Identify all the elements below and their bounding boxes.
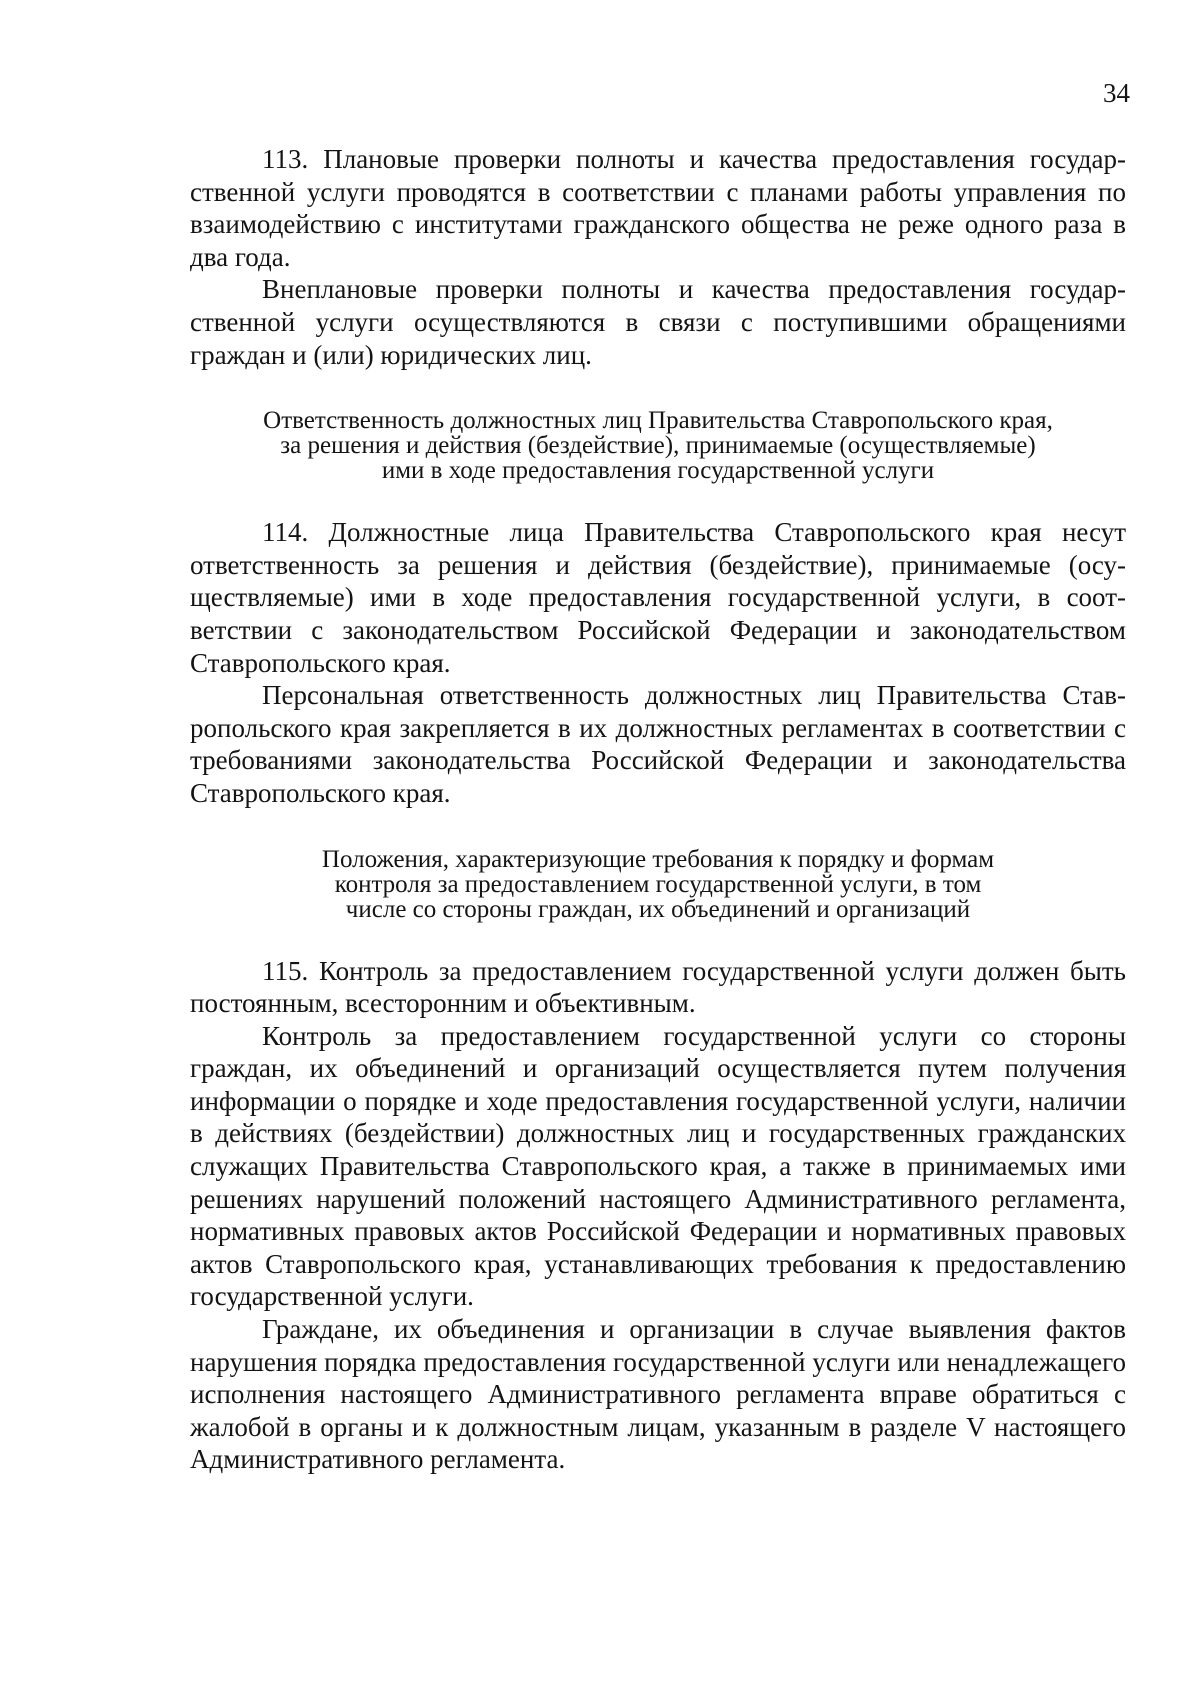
heading-line: ими в ходе предоставления государственной услуги (381, 457, 935, 485)
paragraph-115-citizen-control: Контроль за предоставлением государственной услуги со стороны граждан, их объединений и организаций осуществляется путем получения информации о порядке и ходе предоставления государственной услуги, наличии в действиях (бездействии) должностных лиц и государственных гражданских служащих Правительства Ставропольского края, а также в принимаемых ими решениях нарушений положений настоящего Административного регламента, нормативных правовых актов Российской Федерации и нормативных правовых актов Ставропольского края, устанавливающих требования к предоставлению государственной услуги. (190, 1020, 1126, 1312)
paragraph-114-personal-responsibility: Персональная ответственность должностных лиц Правительства Ставропольского края закрепляется в их должностных регламентах в соответствии с требованиями законодательства Российской Федерации и законодательства Ставропольского края. (190, 680, 1126, 808)
paragraph-115-complaints: Граждане, их объединения и организации в случае выявления фактов нарушения порядка предоставления государственной услуги или ненадлежащего исполнения настоящего Административного регламента вправе обратиться с жалобой в органы и к должностным лицам, указанным в разделе V настоящего Административного регламента. (190, 1314, 1126, 1475)
paragraph-113-unplanned-inspections: Внеплановые проверки полноты и качества предоставления государственной услуги осуществляются в связи с поступившими обращениями граждан и (или) юридических лиц. (190, 274, 1126, 370)
paragraph-114-officials-responsibility: 114. Должностные лица Правительства Ставропольского края несут ответственность за решения и действия (бездействие), принимаемые (осуществляемые) ими в ходе предоставления государственной услуги, в соответствии с законодательством Российской Федерации и законодательством Ставропольского края. (190, 517, 1126, 678)
paragraph-113-planned-inspections: 113. Плановые проверки полноты и качества предоставления государственной услуги проводятся в соответствии с планами работы управления по взаимодействию с институтами гражданского общества не реже одного раза в два года. (190, 144, 1126, 272)
section-heading-control (190, 847, 1126, 922)
page-number: 34 (1103, 78, 1130, 108)
heading-line: числе со стороны граждан, их объединений и организаций (345, 895, 971, 923)
document-body (190, 143, 1126, 1476)
section-heading-responsibility (190, 408, 1126, 483)
heading-line: Ответственность должностных лиц Правительства Ставропольского края, (263, 407, 1053, 435)
heading-line: контроля за предоставлением государственной услуги, в том (334, 870, 982, 898)
heading-line: Положения, характеризующие требования к порядку и формам (321, 845, 995, 873)
heading-line: за решения и действия (бездействие), принимаемые (осуществляемые) (280, 432, 1036, 460)
paragraph-115-control-nature: 115. Контроль за предоставлением государственной услуги должен быть постоянным, всесторонним и объективным. (190, 955, 1126, 1019)
